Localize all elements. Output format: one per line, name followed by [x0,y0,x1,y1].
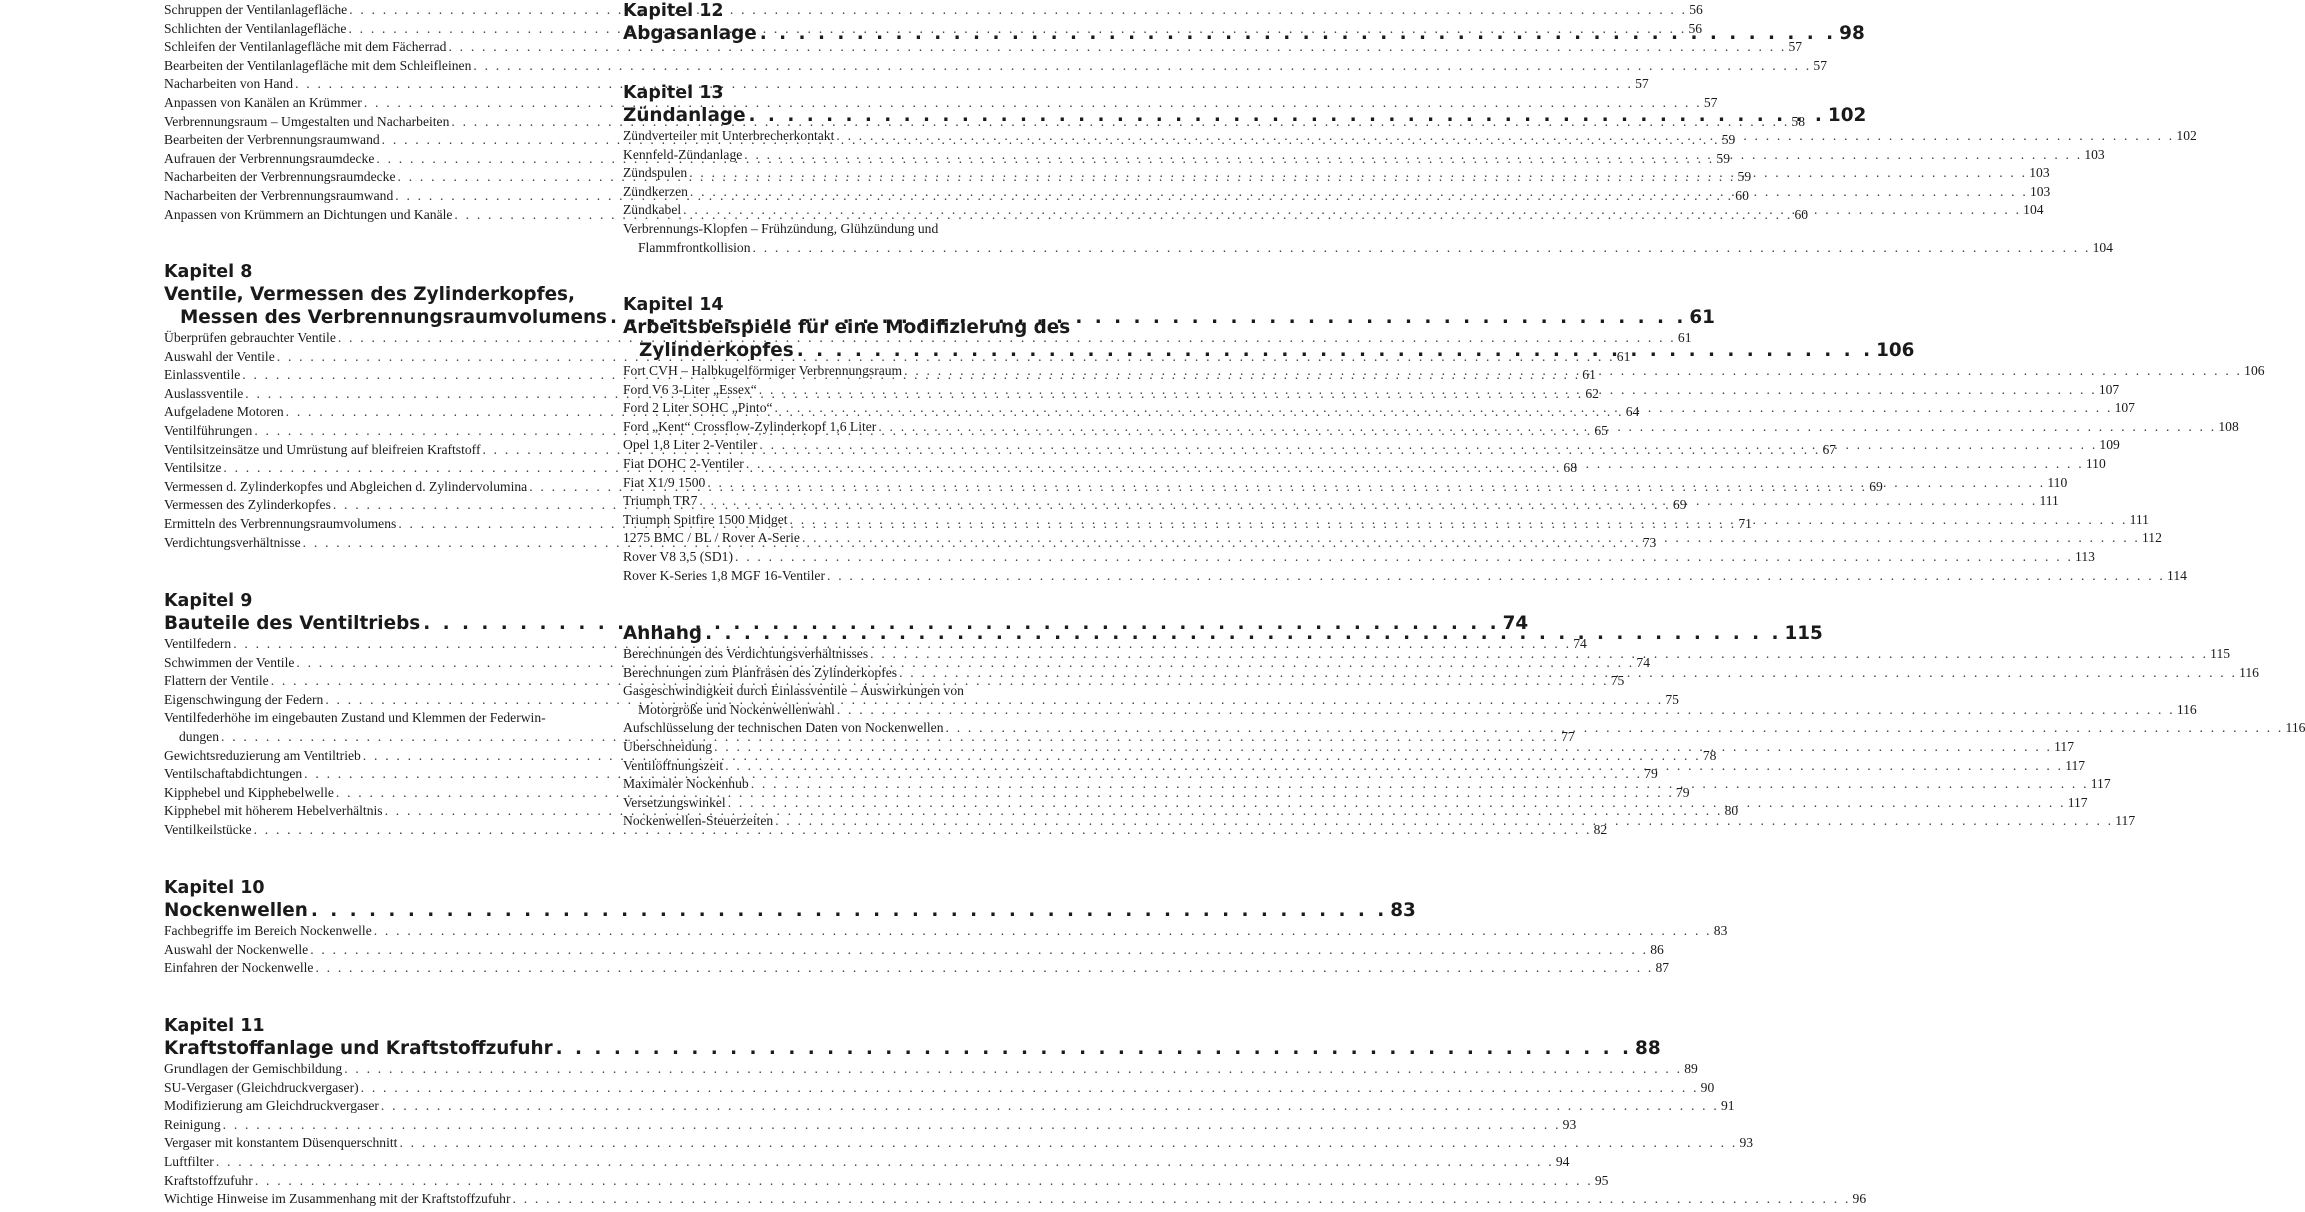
toc-entry-page: 65 [1594,422,1608,438]
toc-entry-page: 91 [1720,1098,1735,1114]
toc-entry-page: 80 [1724,803,1739,819]
dot-leader [308,941,1650,960]
toc-entry[interactable] [164,1060,1698,1079]
chapter-12-page: 98 [1839,23,1865,44]
toc-entry[interactable] [164,922,1728,941]
toc-entry-page: 59 [1716,150,1730,166]
chapter-12-title[interactable]: Abgasanlage . . . 98 [623,22,1046,45]
dot-leader [773,399,2115,418]
toc-entry-title: Ermitteln des Verbrennungsraumvolumens [164,515,397,531]
toc-entry-page: 58 [1791,113,1806,129]
toc-entry-title: Verdichtungsverhältnisse [164,534,301,550]
toc-entry[interactable] [164,348,1631,367]
toc-entry-title: Fiat DOHC 2-Ventiler [623,455,744,471]
toc-entry-page: 57 [1813,57,1827,73]
toc-entry-page: 61 [1677,330,1692,345]
toc-entry-page: 111 [2039,493,2059,509]
toc-entry-title: Aufrauen der Verbrennungsraumdecke [164,150,375,166]
toc-entry-page: 94 [1555,1153,1570,1169]
chapter-9-page: 74 [1502,613,1529,634]
dot-leader [697,492,2039,511]
toc-entry-page: 57 [1635,76,1649,92]
toc-entry-title: Verbrennungsraum – Umgestalten und Nacharbeiten [164,113,450,129]
dot-leader [868,645,2210,664]
toc-entry[interactable] [164,1153,1570,1172]
toc-entry-title: Reinigung [164,1116,221,1132]
toc-entry-page: 117 [2115,813,2136,829]
toc-entry-title: Vergaser mit konstantem Düsenquerschnitt [164,1135,398,1151]
toc-entry-page: 60 [1794,206,1809,222]
appendix-title[interactable]: Anhang . . . 115 [623,622,1046,645]
toc-entry-page: 96 [1852,1191,1867,1207]
toc-entry[interactable] [164,57,1827,76]
toc-entry-page: 103 [2029,183,2051,199]
chapter-14-page: 106 [1876,340,1915,361]
toc-entry-title: Anpassen von Kanälen an Krümmer [164,94,362,110]
toc-entry-page: 56 [1689,2,1703,17]
toc-entry-page: 75 [1610,673,1625,689]
toc-entry-title: Eigenschwingung der Federn [164,691,324,707]
toc-entry-page: 87 [1655,960,1670,976]
toc-entry-title: Zündspulen [623,165,688,181]
appendix-page: 115 [1784,623,1823,644]
toc-entry-page: 71 [1738,515,1752,531]
toc-entry-page: 74 [1636,654,1650,670]
dot-leader [742,146,2084,165]
toc-entry-title: Nacharbeiten der Verbrennungsraumwand [164,187,394,203]
toc-entry-page: 93 [1562,1116,1577,1132]
toc-entry-title: Fort CVH – Halbkugelförmiger Verbrennungsraum [623,363,903,378]
chapter-10 [164,877,1728,978]
dot-leader [705,474,2047,493]
toc-entry-wrap-line2[interactable]: Flammfrontkollision . . . 104 [623,239,1046,258]
toc-entry-title: Rover V8 3,5 (SD1) [623,548,734,564]
toc-entry-page: 110 [2085,455,2106,471]
toc-entry-title: Auslassventile [164,385,244,401]
toc-entry-title: 1275 BMC / BL / Rover A-Serie [623,530,800,546]
toc-entry-page: 57 [1703,94,1718,110]
toc-entry-title: Rover K-Series 1,8 MGF 16-Ventiler [623,567,825,583]
toc-entry-title: Fachbegriffe im Bereich Nockenwelle [164,923,372,938]
toc-entry-title: Nacharbeiten der Verbrennungsraumdecke [164,169,396,185]
toc-entry-title: Ford „Kent“ Crossflow-Zylinderkopf 1,6 Liter [623,418,877,434]
chapter-10-label: Kapitel 10 [164,878,265,898]
chapter-12-label: Kapitel 12 [623,1,724,21]
toc-entry-page: 59 [1737,169,1752,185]
toc-entry-page: 117 [2065,757,2086,773]
toc-entry-title: Triumph TR7 [623,493,698,509]
toc-entry[interactable] [623,567,2187,586]
toc-entry-page: 104 [2023,202,2044,218]
toc-entry-page: 103 [2084,146,2105,162]
toc-entry-title: Vermessen d. Zylinderkopfes und Abgleichen d. Zylindervolumina [164,478,528,494]
toc-entry-title: Grundlagen der Gemischbildung [164,1061,343,1076]
chapter-8-label: Kapitel 8 [164,262,253,282]
toc-entry-page: 115 [2210,646,2231,661]
toc-entry-title: Ventilöffnungszeit [623,757,724,773]
dot-leader [214,1153,1556,1172]
dot-leader [253,1172,1595,1191]
chapter-11 [164,1015,1867,1209]
dot-leader [876,418,2218,437]
toc-entry[interactable] [623,548,2095,567]
dot-leader [897,664,2239,683]
dot-leader [379,1097,1721,1116]
toc-entry-title: Aufschlüsselung der technischen Daten von Nockenwellen [623,720,944,736]
toc-entry-title: Berechnungen des Verdichtungsverhältnisses [623,646,869,661]
chapter-9-label: Kapitel 9 [164,591,253,611]
toc-entry-title: SU-Vergaser (Gleichdruckvergaser) [164,1079,359,1095]
toc-entry-page: 117 [2054,738,2075,754]
dot-leader [221,1116,1563,1135]
toc-entry-page: 56 [1688,20,1703,36]
toc-entry-page: 114 [2167,567,2187,583]
toc-entry-title: Maximaler Nockenhub [623,776,749,792]
toc-entry-title: Versetzungswinkel [623,794,726,810]
toc-entry-page: 68 [1563,460,1578,476]
toc-entry-title: Auswahl der Nockenwelle [164,941,309,957]
toc-entry-title: Anpassen von Krümmern an Dichtungen und Kanäle [164,206,453,222]
toc-entry-title: Ventilsitze [164,460,222,476]
dot-leader [773,812,2115,831]
toc-entry-title: Schruppen der Ventilanlagefläche [164,2,348,17]
toc-entry[interactable] [164,1190,1867,1209]
chapter-13-page: 102 [1827,105,1867,126]
dot-leader [372,922,1714,941]
toc-entry-title: Bearbeiten der Ventilanlagefläche mit dem Schleifleinen [164,57,472,73]
dot-leader [825,567,2167,586]
toc-entry[interactable] [164,1097,1735,1116]
chapter-11-label: Kapitel 11 [164,1016,265,1036]
toc-entry[interactable] [623,719,2305,738]
toc-entry-page: 116 [2239,664,2259,680]
dot-leader [834,127,2176,146]
dot-leader [471,57,1813,76]
toc-entry-title: Nacharbeiten von Hand [164,76,294,92]
toc-entry[interactable] [164,1079,1715,1098]
toc-entry[interactable] [164,1134,1754,1153]
toc-entry-title: Luftfilter [164,1153,214,1169]
chapter-10-title[interactable]: Nockenwellen . . . 83 [164,899,587,922]
toc-entry-page: 89 [1684,1061,1698,1076]
toc-entry-title: Nockenwellen-Steuerzeiten [623,813,774,829]
dot-leader [733,548,2075,567]
toc-entry-title: Ford 2 Liter SOHC „Pinto“ [623,400,773,416]
toc-entry-wrap-line1[interactable]: Ventilfederhöhe im eingebauten Zustand und Klemmen der Federwin- [164,710,546,726]
toc-entry-title: Ventilsitzeinsätze und Umrüstung auf bleifreien Kraftstoff [164,441,481,457]
dot-leader [757,381,2099,400]
toc-entry-page: 67 [1822,441,1837,457]
toc-entry-page: 117 [2067,794,2088,810]
toc-entry-title: Gewichtsreduzierung am Ventiltrieb [164,747,361,763]
toc-entry-page: 61 [1616,348,1631,364]
chapter-10-entries [164,922,1728,978]
chapter-14-label: Kapitel 14 [623,295,724,315]
toc-entry-wrap-line2[interactable]: Motorgröße und Nockenwellenwahl . . . 116 [623,701,1046,720]
toc-entry-page: 82 [1593,821,1608,837]
dot-leader [749,775,2091,794]
toc-entry-page: 103 [2029,165,2050,181]
toc-entry-title: Zündkerzen [623,183,688,199]
toc-entry-page: 62 [1585,385,1599,401]
toc-entry-page: 83 [1713,923,1728,938]
toc-entry-title: Kipphebel mit höherem Hebelverhältnis [164,803,383,819]
toc-entry-page: 60 [1735,187,1749,203]
dot-leader [313,959,1655,978]
dot-leader [712,738,2054,757]
toc-entry-wrap-line1[interactable]: Gasgeschwindigkeit durch Einlassventile – Auswirkungen von [623,683,964,699]
toc-entry-page: 111 [2129,511,2149,527]
chapter-10-page: 83 [1390,900,1416,921]
toc-entry-page: 59 [1721,132,1736,148]
toc-entry-page: 64 [1625,404,1640,420]
toc-entry-title: Ford V6 3-Liter „Essex“ [623,381,757,397]
toc-entry-page: 69 [1869,478,1883,494]
chapter-11-title[interactable]: Kraftstoffanlage und Kraftstoffzufuhr . . . 88 [164,1037,587,1060]
chapter-13-title[interactable]: Zündanlage . . . 102 [623,104,1046,127]
toc-entry-page: 79 [1675,784,1690,800]
toc-entry-page: 79 [1644,766,1658,782]
dot-leader [687,164,2029,183]
toc-entry[interactable] [164,38,1803,57]
toc-entry[interactable] [164,94,1718,113]
toc-entry[interactable] [164,959,1670,978]
toc-entry-page: 69 [1672,497,1687,513]
dot-leader [944,719,2286,738]
dot-leader [511,1190,1853,1209]
toc-entry-title: Kennfeld-Zündanlage [623,146,743,162]
toc-entry-title: Opel 1,8 Liter 2-Ventiler [623,437,758,453]
chapter-11-entries [164,1060,1867,1209]
dot-leader [397,1134,1739,1153]
chapter-8-title-line2[interactable]: Messen des Verbrennungsraumvolumens . . . 61 [164,306,587,329]
dot-leader [688,183,2030,202]
toc-entry-title: Schleifen der Ventilanlagefläche mit dem Fächerrad [164,39,447,55]
chapter-9-title[interactable]: Bauteile des Ventiltriebs . . . 74 [164,612,587,635]
toc-entry-title: Ventilkeilstücke [164,821,252,837]
toc-entry-wrap-line2[interactable]: dungen . . . 77 [164,728,587,747]
dot-leader [726,794,2068,813]
toc-entry-title: Vermessen des Zylinderkopfes [164,497,331,513]
toc-entry[interactable] [164,329,1692,348]
dot-leader [359,1079,1701,1098]
toc-entry-page: 108 [2218,418,2239,434]
toc-entry[interactable] [164,1116,1577,1135]
toc-entry-title: Triumph Spitfire 1500 Midget [623,511,788,527]
toc-entry-page: 78 [1702,747,1717,763]
toc-entry-page: 107 [2114,400,2135,416]
toc-entry-page: 57 [1788,39,1803,55]
toc-entry-title: Einfahren der Nockenwelle [164,960,314,976]
dot-leader [902,362,2244,381]
toc-entry-page: 116 [2285,720,2305,736]
toc-entry-title: Ventilfedern [164,636,232,651]
toc-entry-title: Überschneidung [623,738,713,754]
toc-entry-title: Schwimmen der Ventile [164,654,295,670]
toc-entry-page: 102 [2176,128,2197,143]
toc-entry-title: Flattern der Ventile [164,673,269,689]
dot-leader [342,1060,1684,1079]
toc-entry-page: 90 [1700,1079,1715,1095]
chapter-8-title-line1[interactable]: Ventile, Vermessen des Zylinderkopfes, [164,284,575,305]
toc-entry-page: 61 [1582,367,1596,383]
toc-entry-title: Berechnungen zum Planfräsen des Zylinderkopfes [623,664,898,680]
dot-leader [800,529,2142,548]
toc-entry-page: 75 [1665,691,1679,707]
chapter-11-page: 88 [1635,1038,1661,1059]
toc-entry-title: Kraftstoffzufuhr [164,1172,253,1188]
dot-leader [744,455,2086,474]
dot-leader [723,757,2065,776]
toc-entry-title: Ventilschaftabdichtungen [164,766,303,782]
toc-entry-title: Bearbeiten der Verbrennungsraumwand [164,132,380,148]
toc-entry-page: 93 [1739,1135,1754,1151]
toc-entry-page: 106 [2244,363,2265,378]
toc-entry-title: Kipphebel und Kipphebelwelle [164,784,334,800]
toc-entry-title: Einlassventile [164,367,241,383]
dot-leader [681,201,2023,220]
toc-entry-page: 86 [1650,941,1664,957]
dot-leader [788,511,2130,530]
toc-entry-title: Ventilführungen [164,422,253,438]
toc-entry-page: 112 [2142,530,2162,546]
toc-entry-title: Auswahl der Ventile [164,348,275,364]
chapter-13-label: Kapitel 13 [623,83,724,103]
toc-entry-title: Wichtige Hinweise im Zusammenhang mit der Kraftstoffzufuhr [164,1191,511,1207]
toc-entry-title: Überprüfen gebrauchter Ventile [164,330,336,345]
toc-entry-page: 117 [2090,776,2111,792]
toc-entry[interactable] [164,1172,1609,1191]
toc-entry-title: Aufgeladene Motoren [164,404,284,420]
toc-entry-wrap-line1[interactable]: Verbrennungs-Klopfen – Frühzündung, Glühzündung und [623,220,939,236]
toc-entry-title: Schlichten der Ventilanlagefläche [164,20,347,36]
toc-entry-title: Modifizierung am Gleichdruckvergaser [164,1098,379,1114]
toc-entry-title: Zündverteiler mit Unterbrecherkontakt [623,128,835,143]
toc-entry-page: 110 [2047,474,2068,490]
toc-entry-page: 107 [2098,381,2120,397]
chapter-14-title-line2[interactable]: Zylinderkopfes . . . 106 [623,339,1046,362]
toc-entry-page: 109 [2099,437,2120,453]
toc-entry[interactable] [164,941,1664,960]
toc-entry-page: 74 [1573,636,1587,651]
toc-entry-title: Zündkabel [623,202,682,218]
toc-entry-page: 73 [1642,534,1657,550]
dot-leader [757,436,2099,455]
toc-entry-page: 113 [2075,548,2095,564]
toc-entry-page: 95 [1594,1172,1609,1188]
chapter-14-title-line1[interactable]: Arbeitsbeispiele für eine Modifizierung des [623,317,1071,338]
chapter-8-page: 61 [1689,307,1715,328]
toc-entry-title: Fiat X1/9 1500 [623,474,706,490]
